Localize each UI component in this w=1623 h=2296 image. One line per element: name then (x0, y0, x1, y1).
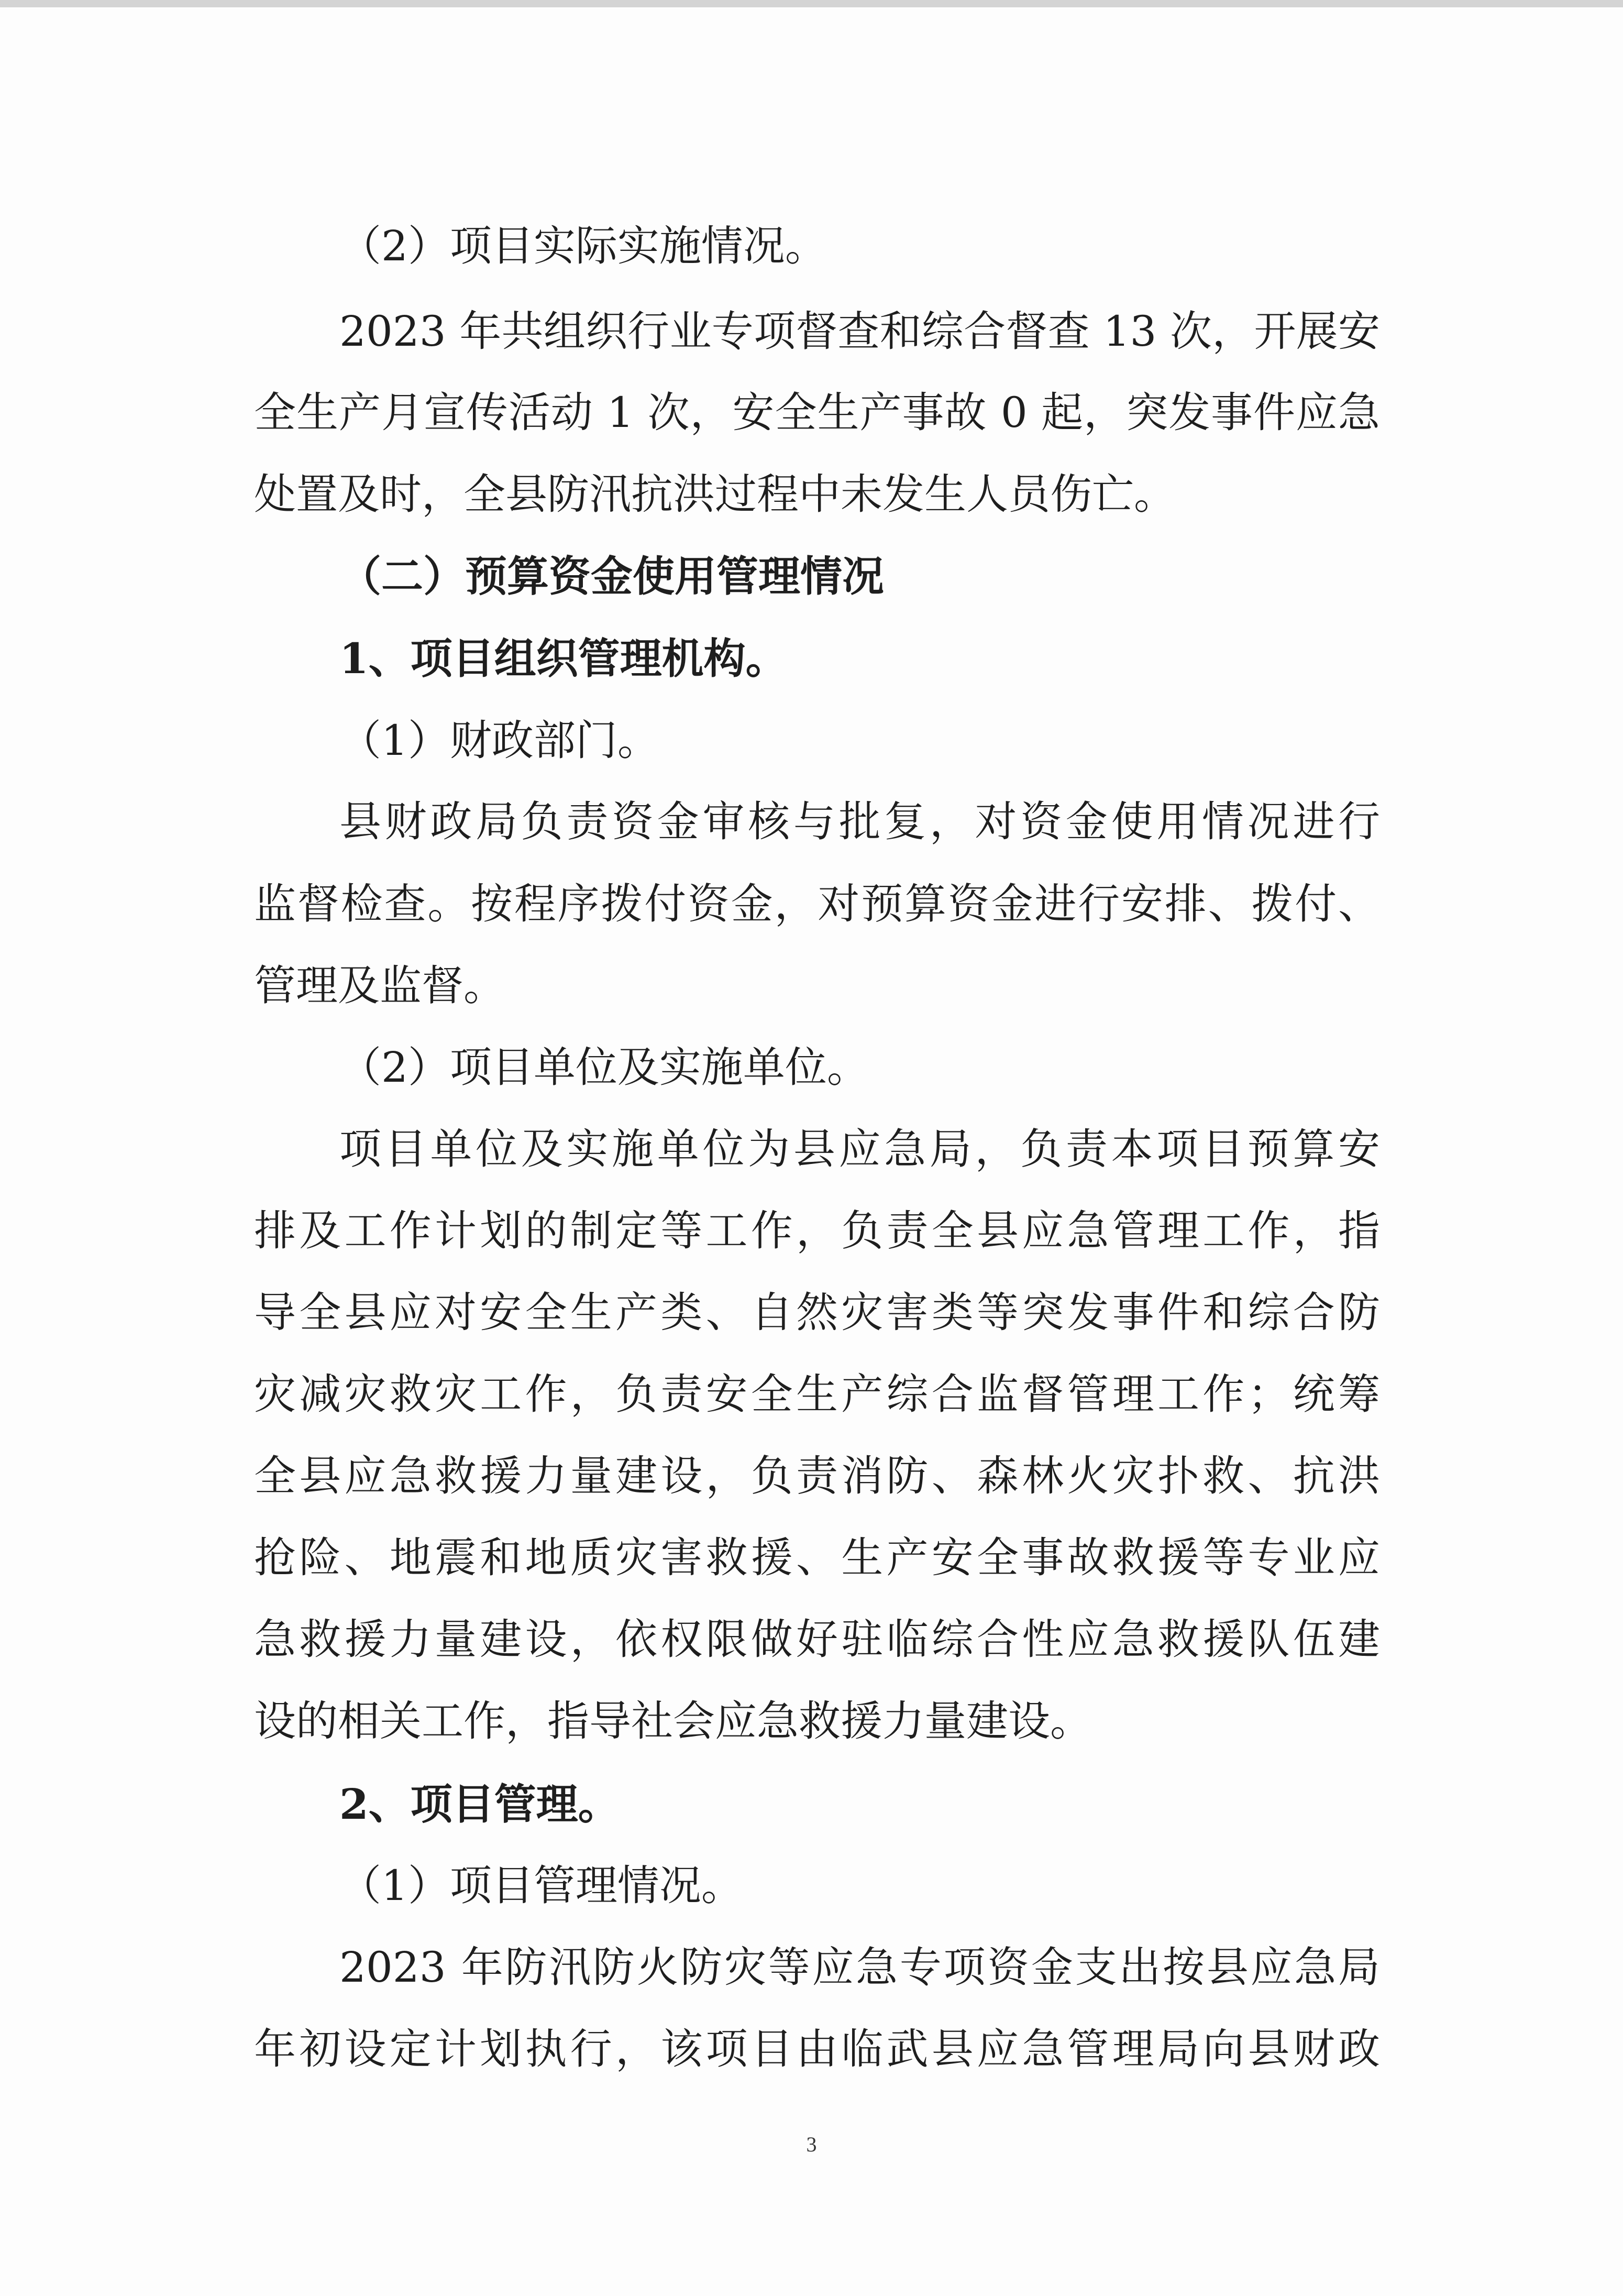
scan-top-edge (0, 0, 1623, 7)
heading-project-management: 2、项目管理。 (339, 1779, 620, 1829)
paragraph-line: 县财政局负责资金审核与批复，对资金使用情况进行 (339, 797, 1380, 846)
heading-org-structure: 1、项目组织管理机构。 (339, 634, 788, 683)
paragraph-line: 导全县应对安全生产类、自然灾害类等突发事件和综合防 (254, 1288, 1380, 1337)
section-heading-budget: （二）预算资金使用管理情况 (339, 552, 884, 601)
paragraph-line: 监督检查。按程序拨付资金，对预算资金进行安排、拨付、 (254, 880, 1380, 928)
paragraph-line: 排及工作计划的制定等工作，负责全县应急管理工作，指 (254, 1206, 1380, 1255)
paragraph-line: 项目单位及实施单位为县应急局，负责本项目预算安 (339, 1125, 1380, 1173)
paragraph-line: 全县应急救援力量建设，负责消防、森林火灾扑救、抗洪 (254, 1452, 1380, 1500)
paragraph-line: 抢险、地震和地质灾害救援、生产安全事故救援等专业应 (254, 1533, 1380, 1582)
page-number: 3 (806, 2133, 817, 2156)
paragraph-line: 年初设定计划执行，该项目由临武县应急管理局向县财政 (254, 2025, 1380, 2073)
subsection-management-status: （1）项目管理情况。 (339, 1861, 743, 1910)
subsection-project-unit: （2）项目单位及实施单位。 (339, 1043, 869, 1092)
paragraph-line: 急救援力量建设，依权限做好驻临综合性应急救援队伍建 (254, 1615, 1380, 1664)
paragraph-line: 全生产月宣传活动 1 次，安全生产事故 0 起，突发事件应急 (254, 388, 1380, 437)
subsection-finance-dept: （1）财政部门。 (339, 716, 659, 765)
paragraph-line: 灾减灾救灾工作，负责安全生产综合监督管理工作；统筹 (254, 1370, 1380, 1419)
paragraph-line: 2023 年防汛防火防灾等应急专项资金支出按县应急局 (339, 1943, 1380, 1992)
paragraph-line: 设的相关工作，指导社会应急救援力量建设。 (254, 1697, 1092, 1745)
paragraph-line: 处置及时，全县防汛抗洪过程中未发生人员伤亡。 (254, 470, 1176, 519)
paragraph-line: 管理及监督。 (254, 961, 505, 1010)
paragraph-line: 2023 年共组织行业专项督查和综合督查 13 次，开展安 (339, 307, 1380, 356)
subsection-implementation: （2）项目实际实施情况。 (339, 222, 827, 270)
